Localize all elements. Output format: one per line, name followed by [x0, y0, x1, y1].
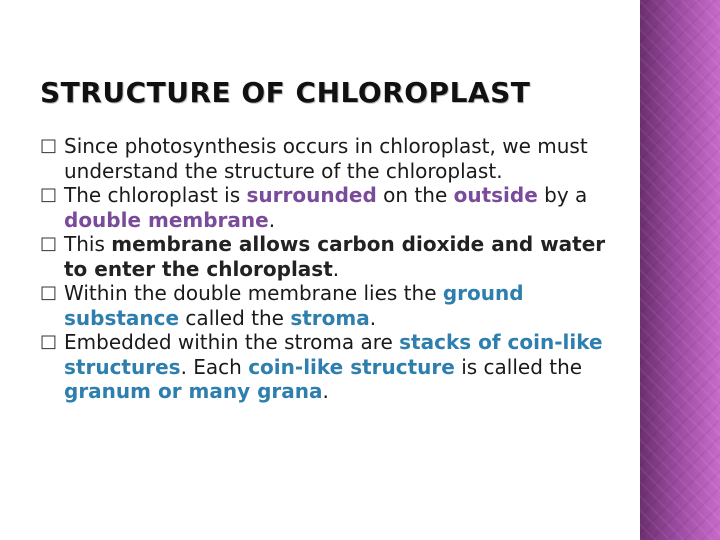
- decorative-purple-band: [640, 0, 720, 540]
- bullet-segment: stacks of coin-like structures: [64, 330, 603, 379]
- bullet-segment: membrane allows carbon dioxide and water to enter the chloroplast: [64, 232, 606, 281]
- bullet-segment: called the: [179, 305, 291, 330]
- bullet-segment: ground substance: [64, 281, 524, 330]
- bullet-segment: surrounded: [246, 183, 377, 207]
- bullet-item: [40, 281, 610, 330]
- bullet-segment: The chloroplast is: [64, 183, 247, 207]
- bullet-text: [64, 281, 610, 330]
- bullet-segment: outside: [453, 183, 538, 207]
- bullet-segment: by a: [537, 183, 588, 207]
- bullet-text: [64, 232, 610, 281]
- bullet-list: [40, 134, 610, 404]
- bullet-segment: . Each: [180, 354, 249, 379]
- bullet-item: [40, 232, 610, 281]
- bullet-item: [40, 134, 610, 183]
- bullet-text: [64, 134, 610, 183]
- checkbox-bullet-icon: □: [40, 233, 58, 254]
- bullet-text: [64, 330, 610, 404]
- bullet-text: [64, 183, 610, 232]
- bullet-item: [40, 183, 610, 232]
- bullet-segment: double membrane: [64, 207, 269, 232]
- bullet-segment: coin-like structure: [248, 354, 455, 379]
- bullet-segment: .: [268, 207, 276, 232]
- checkbox-bullet-icon: □: [40, 135, 58, 156]
- bullet-segment: .: [369, 305, 377, 330]
- bullet-segment: Within the double membrane lies the: [64, 281, 443, 305]
- bullet-segment: granum or many grana: [64, 379, 323, 403]
- bullet-segment: .: [332, 256, 340, 281]
- bullet-segment: Since photosynthesis occurs in chloroplast, we must understand the structure of the chloroplast.: [64, 134, 588, 183]
- bullet-segment: This: [64, 232, 112, 256]
- bullet-segment: .: [322, 379, 329, 403]
- band-texture: [640, 0, 720, 540]
- bullet-item: [40, 330, 610, 404]
- bullet-segment: stroma: [290, 305, 370, 330]
- bullet-segment: on the: [376, 183, 454, 207]
- checkbox-bullet-icon: □: [40, 331, 58, 352]
- bullet-segment: is called the: [454, 354, 583, 379]
- checkbox-bullet-icon: □: [40, 184, 58, 205]
- bullet-segment: Embedded within the stroma are: [64, 330, 400, 354]
- slide-title: STRUCTURE OF CHLOROPLAST: [40, 76, 531, 109]
- checkbox-bullet-icon: □: [40, 282, 58, 303]
